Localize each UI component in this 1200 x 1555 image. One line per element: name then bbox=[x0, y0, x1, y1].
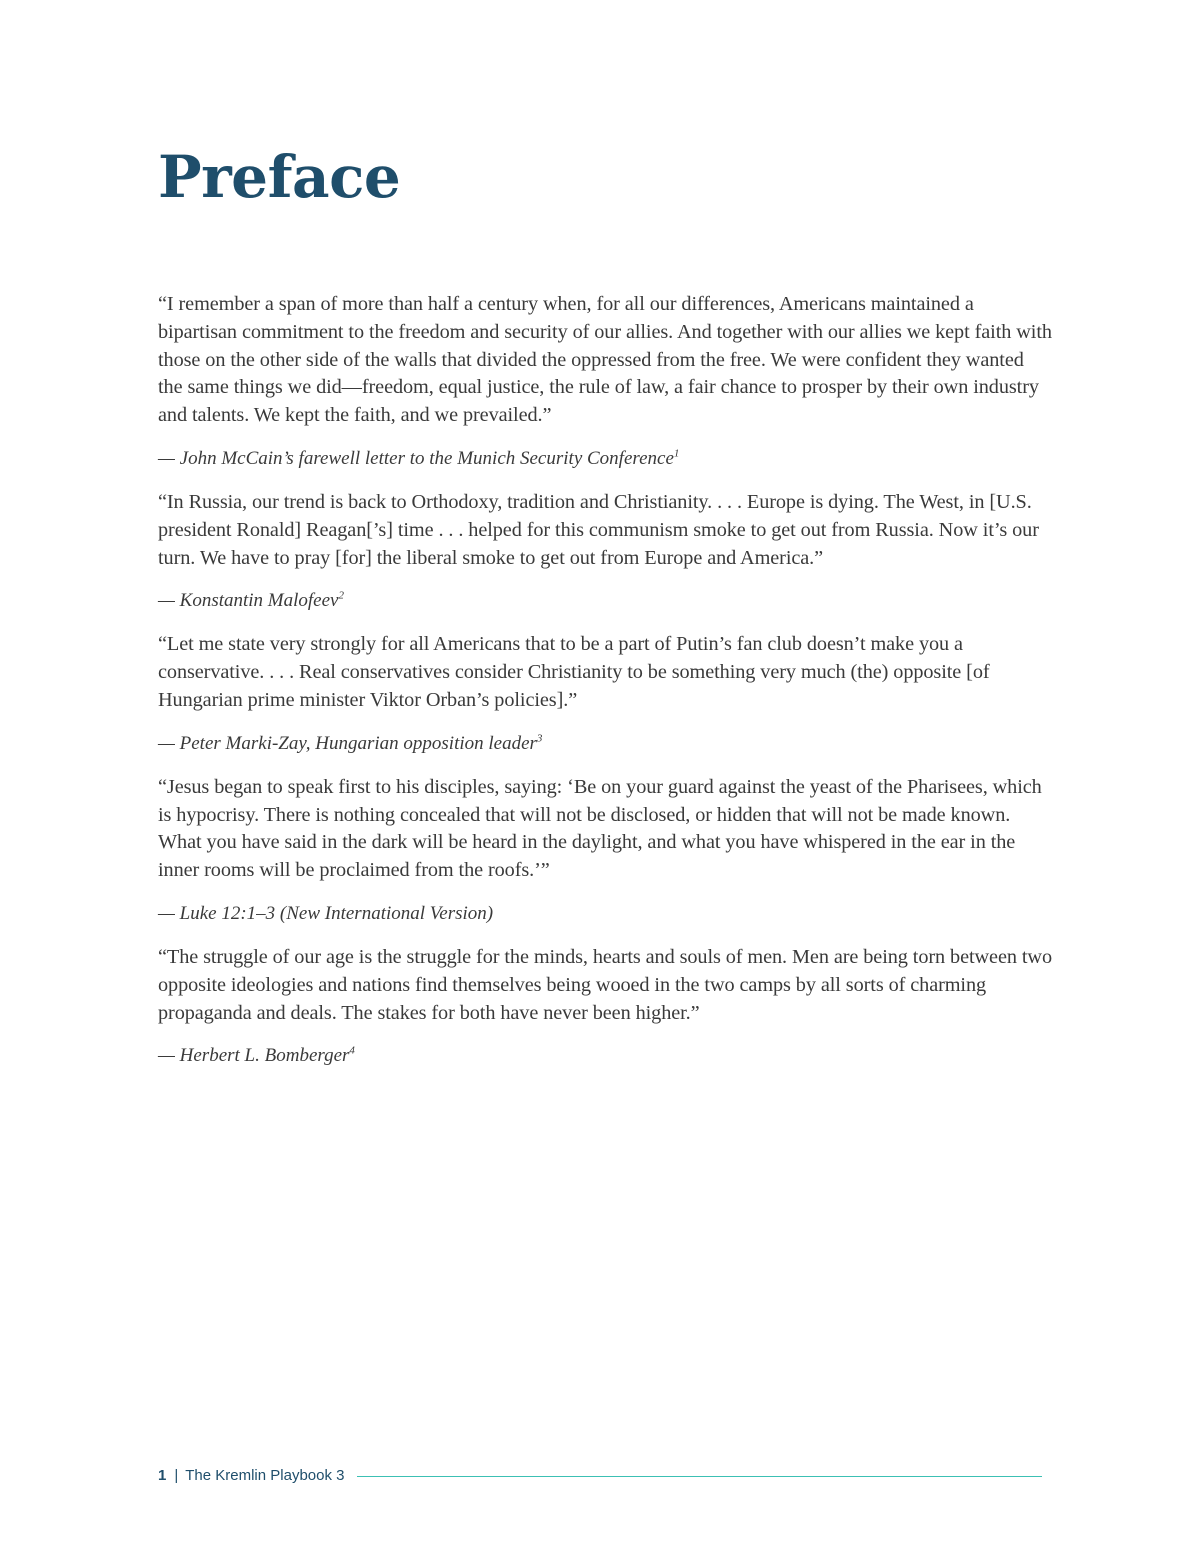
quotes-section bbox=[158, 291, 1053, 1086]
quote-text: “Jesus began to speak first to his disciples, saying: ‘Be on your guard against the yeast of the Pharisees, which is hypocrisy. There is nothing concealed that will not be disclosed, or hidden that will not be made known. What you have said in the dark will be heard in the daylight, and what you have whispered in the ear in the inner rooms will be proclaimed from the roofs.’” bbox=[158, 775, 1042, 882]
quote-text: “I remember a span of more than half a century when, for all our differences, Americans maintained a bipartisan commitment to the freedom and security of our allies. And together with our allies we kept faith with those on the other side of the walls that divided the oppressed from the free. We were confident they wanted the same things we did—freedom, equal justice, the rule of law, a fair chance to prosper by their own industry and talents. We kept the faith, and we prevailed.” bbox=[158, 293, 1052, 427]
publication-title: The Kremlin Playbook 3 bbox=[185, 1466, 345, 1484]
quote-attribution bbox=[158, 1043, 1053, 1069]
quote-attribution bbox=[158, 446, 1053, 472]
attribution-text: — John McCain’s farewell letter to the Munich Security Conference bbox=[158, 447, 674, 469]
footnote-marker: 2 bbox=[338, 590, 344, 603]
page-title: Preface bbox=[158, 143, 401, 211]
attribution-text: — Herbert L. Bomberger bbox=[158, 1045, 350, 1067]
quote-text: “The struggle of our age is the struggle for the minds, hearts and souls of men. Men are being torn between two opposite ideologies and nations find themselves being wooed in the two camps by all sorts of charming propaganda and deals. The stakes for both have never been higher.” bbox=[158, 945, 1052, 1024]
footnote-marker: 3 bbox=[536, 732, 543, 745]
quote-attribution bbox=[158, 588, 1053, 614]
quote-text: “In Russia, our trend is back to Orthodoxy, tradition and Christianity. . . . Europe is dying. The West, in [U.S. president Ronald] Reagan[’s] time . . . helped for this communism smoke to get out from Russia. Now it’s our turn. We have to pray [for] the liberal smoke to get out from Europe and America.” bbox=[158, 490, 1039, 569]
footer-separator: | bbox=[174, 1466, 179, 1484]
page-number: 1 bbox=[158, 1466, 167, 1484]
footer-rule bbox=[357, 1476, 1043, 1477]
attribution-text: — Konstantin Malofeev bbox=[158, 590, 339, 612]
attribution-text: — Peter Marki-Zay, Hungarian opposition leader bbox=[158, 732, 537, 754]
attribution-text: — Luke 12:1–3 (New International Version) bbox=[158, 902, 494, 924]
quote-attribution bbox=[158, 901, 1053, 927]
footnote-marker: 1 bbox=[673, 447, 680, 460]
page-footer bbox=[158, 1464, 1042, 1486]
quote-attribution bbox=[158, 731, 1053, 757]
quote-text: “Let me state very strongly for all Americans that to be a part of Putin’s fan club doesn’t make you a conservative. . . . Real conservatives consider Christianity to be something very much (the) opposite [of Hungarian prime minister Viktor Orban’s policies].” bbox=[158, 633, 990, 711]
footnote-marker: 4 bbox=[349, 1045, 355, 1058]
